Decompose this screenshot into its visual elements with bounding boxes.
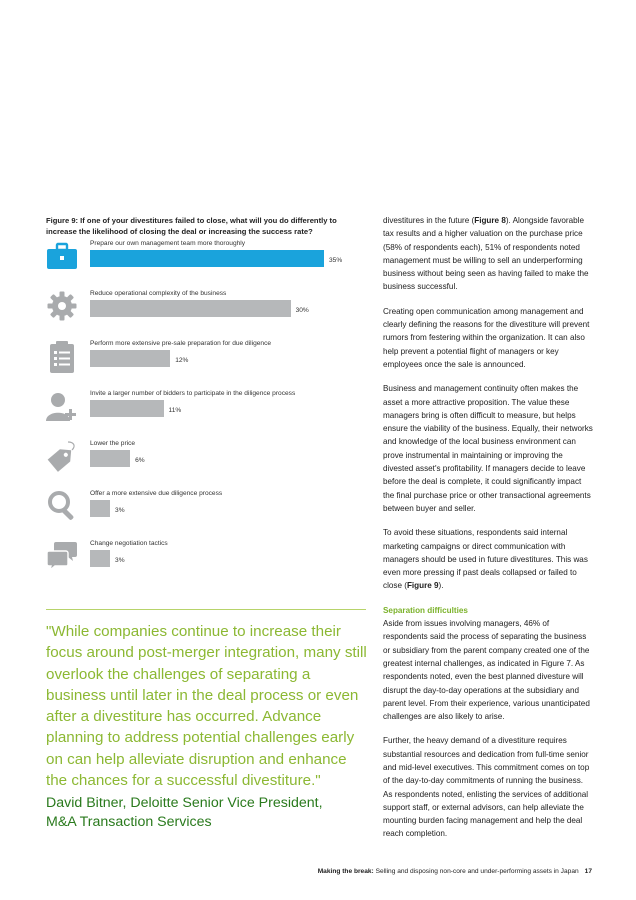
paragraph: Business and management continuity often makes the asset a more attractive proposition. The value these managers bring is often difficult to measure, but helps ensure the viability of the business. Equally, their networks and knowledge of the local business environment can prove instrumental in maintaining or improving the divested asset's profitability. If managers decide to leave before the deal is complete, it could significantly impact the final purchase price or other transactional agreements between buyer and seller.: [383, 384, 593, 513]
bar-row: [46, 540, 366, 588]
quote-attribution: [46, 794, 368, 831]
bar-label: Change negotiation tactics: [90, 540, 168, 547]
body-column: [383, 214, 593, 852]
bar-row: [46, 240, 366, 288]
bar-value-label: 30%: [295, 307, 309, 314]
bar-label: Invite a larger number of bidders to participate in the diligence process: [90, 390, 296, 397]
bar: [90, 550, 110, 567]
bar-label: Reduce operational complexity of the business: [90, 290, 227, 297]
magnifier-icon: [46, 490, 78, 526]
paragraph: Creating open communication among management and clearly defining the reasons for the divestiture will prevent rumors from festering within the organization. It can also help prevent a potential flight of managers or key employees once the sale is announced.: [383, 306, 590, 369]
briefcase-icon: [46, 240, 78, 276]
figure-reference[interactable]: Figure 9: [406, 581, 439, 591]
bar-value-label: 6%: [135, 457, 145, 464]
bar-value-label: 35%: [329, 257, 343, 264]
bar: [90, 300, 291, 317]
section-heading: Separation difficulties: [383, 605, 468, 615]
bar: [90, 450, 130, 467]
bar-label: Lower the price: [90, 440, 136, 447]
paragraph: To avoid these situations, respondents said internal marketing campaigns or direct communication with managers should be used in future divestitures. This was even more pressing if past deals collapsed or failed to close (Figure 9).: [383, 528, 588, 591]
gear-icon: [46, 290, 78, 326]
bar-label: Prepare our own management team more thoroughly: [90, 240, 246, 247]
footer-title: Making the break:: [317, 868, 374, 875]
bar: [90, 350, 170, 367]
add-user-icon: [46, 390, 78, 426]
bar-value-label: 11%: [168, 407, 182, 414]
paragraph: Aside from issues involving managers, 46% of respondents said the process of separating the business or subsidiary from the parent company created one of the greatest internal challenges, as indicated in Figure 7. As respondents noted, even the best planned divesture will disrupt the day-to-day operations at the subsidiary and parent level. From their experience, various unanticipated challenges are also likely to arise.: [383, 619, 590, 722]
bar-label: Offer a more extensive due diligence process: [90, 490, 223, 497]
bar-row: [46, 490, 366, 538]
quote-divider: [46, 609, 366, 610]
page-number: 17: [584, 868, 592, 875]
price-tag-icon: [46, 440, 78, 476]
bar: [90, 250, 324, 267]
paragraph: divestitures in the future (Figure 8). Alongside favorable tax results and a higher valuation on the purchase price (58% of respondents each), 51% of respondents noted management must be willing to sell an underperforming business without being seen as having failed to make the business successful.: [383, 216, 589, 292]
attribution-line-1: David Bitner, Deloitte Senior Vice President,: [46, 795, 323, 811]
figure-reference[interactable]: Figure 8: [474, 216, 506, 225]
bar-value-label: 3%: [115, 507, 125, 514]
bar-row: [46, 440, 366, 488]
bar-label: Perform more extensive pre-sale preparation for due diligence: [90, 340, 272, 347]
paragraph: Further, the heavy demand of a divestiture requires substantial resources and dedication from full-time senior and mid-level executives. This commitment comes on top of the day-to-day commitments of running the business. As respondents noted, enlisting the services of additional support staff, or external advisors, can help alleviate the mounting burden facing management and help the deal reach completion.: [383, 736, 590, 839]
bar: [90, 500, 110, 517]
bar-value-label: 12%: [175, 357, 189, 364]
bar-row: [46, 390, 366, 438]
bar: [90, 400, 164, 417]
pull-quote: "While companies continue to increase their focus around post-merger integration, many still overlook the challenges of separating a business until later in the deal process or even after a divestiture has occurred. Advance planning to address potential challenges early on can help alleviate disruption and enhance the chances for a successful divestiture.": [46, 623, 367, 790]
attribution-line-2: M&A Transaction Services: [46, 813, 212, 830]
chat-bubbles-icon: [46, 540, 78, 576]
page-footer: [318, 868, 592, 875]
bar-row: [46, 290, 366, 338]
footer-subtitle: Selling and disposing non-core and under-performing assets in Japan: [373, 868, 579, 875]
bar-row: [46, 340, 366, 388]
figure-title: Figure 9: If one of your divestitures failed to close, what will you do differently to increase the likelihood of closing the deal or increasing the success rate?: [46, 216, 337, 236]
bar-value-label: 3%: [115, 557, 125, 564]
checklist-icon: [46, 340, 78, 376]
